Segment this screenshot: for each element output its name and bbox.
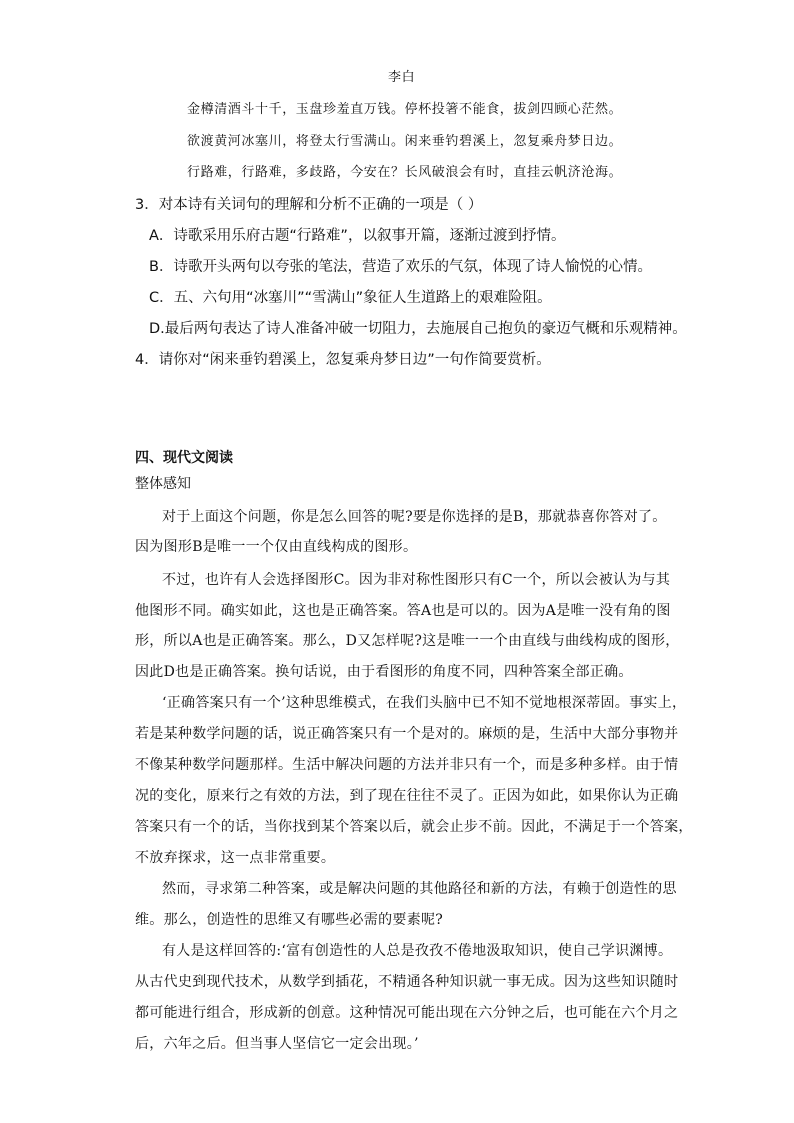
poem-line-2: 欲渡黄河冰塞川，将登太行雪满山。闲来垂钓碧溪上，忽复乘舟梦日边。: [187, 134, 623, 149]
poem-line-1: 金樽清酒斗十千，玉盘珍羞直万钱。停杯投箸不能食，拔剑四顾心茫然。: [187, 102, 623, 117]
paragraph-3-line-3: 不像某种数学问题那样。生活中解决问题的方法并非只有一个，而是多种多样。由于情: [135, 757, 679, 773]
poem-line-3: 行路难，行路难，多歧路，今安在？长风破浪会有时，直挂云帆济沧海。: [187, 165, 623, 180]
paragraph-2-line-2: 他图形不同。确实如此，这也是正确答案。答A也是可以的。因为A是唯一没有角的图: [135, 603, 671, 619]
paragraph-4-line-2: 维。那么，创造性的思维又有哪些必需的要素呢?: [135, 912, 444, 928]
question-3-option-d: D.最后两句表达了诗人准备冲破一切阻力，去施展自己抱负的豪迈气概和乐观精神。: [149, 321, 687, 337]
paragraph-2-line-1: 不过，也许有人会选择图形C。因为非对称性图形只有C一个，所以会被认为与其: [162, 572, 671, 588]
question-3-stem: 3．对本诗有关词句的理解和分析不正确的一项是（ ）: [135, 197, 483, 213]
paragraph-1-line-1: 对于上面这个问题，你是怎么回答的呢?要是你选择的是B，那就恭喜你答对了。: [162, 509, 667, 525]
paragraph-5-line-4: 后，六年之后。但当事人坚信它一定会出现。’: [135, 1036, 419, 1052]
paragraph-5-line-1: 有人是这样回答的:‘富有创造性的人总是孜孜不倦地汲取知识，使自己学识渊博。: [162, 943, 673, 959]
paragraph-1-line-2: 因为图形B是唯一一个仅由直线构成的图形。: [135, 539, 418, 555]
question-3-option-b: B．诗歌开头两句以夸张的笔法，营造了欢乐的气氛，体现了诗人愉悦的心情。: [149, 259, 652, 275]
section-heading: 四、现代文阅读: [135, 450, 233, 466]
section-subheading: 整体感知: [135, 476, 191, 492]
paragraph-3-line-6: 不放弃探求，这一点非常重要。: [135, 850, 336, 866]
question-4-stem: 4．请你对“闲来垂钓碧溪上，忽复乘舟梦日边”一句作简要赏析。: [135, 352, 551, 368]
poem-author: 李白: [388, 70, 416, 85]
paragraph-3-line-5: 答案只有一个的话，当你找到某个答案以后，就会止步不前。因此，不满足于一个答案，: [135, 819, 693, 835]
paragraph-3-line-2: 若是某种数学问题的话，说正确答案只有一个是对的。麻烦的是，生活中大部分事物并: [135, 726, 679, 742]
paragraph-2-line-3: 形，所以A也是正确答案。那么，D又怎样呢?这是唯一一个由直线与曲线构成的图形，: [135, 633, 680, 649]
paragraph-3-line-4: 况的变化，原来行之有效的方法，到了现在往往不灵了。正因为如此，如果你认为正确: [135, 788, 679, 804]
question-3-option-a: A．诗歌采用乐府古题“行路难”，以叙事开篇，逐渐过渡到抒情。: [149, 228, 566, 244]
paragraph-4-line-1: 然而，寻求第二种答案，或是解决问题的其他路径和新的方法，有赖于创造性的思: [162, 881, 677, 897]
paragraph-5-line-3: 都可能进行组合，形成新的创意。这种情况可能出现在六分钟之后，也可能在六个月之: [135, 1005, 679, 1021]
paragraph-5-line-2: 从古代史到现代技术，从数学到插花，不精通各种知识就一事无成。因为这些知识随时: [135, 974, 679, 990]
paragraph-2-line-4: 因此D也是正确答案。换句话说，由于看图形的角度不同，四种答案全部正确。: [135, 664, 633, 680]
paragraph-3-line-1: ‘正确答案只有一个’这种思维模式，在我们头脑中已不知不觉地根深蒂固。事实上，: [162, 695, 687, 711]
question-3-option-c: C．五、六句用“冰塞川”“雪满山”象征人生道路上的艰难险阻。: [149, 290, 552, 306]
